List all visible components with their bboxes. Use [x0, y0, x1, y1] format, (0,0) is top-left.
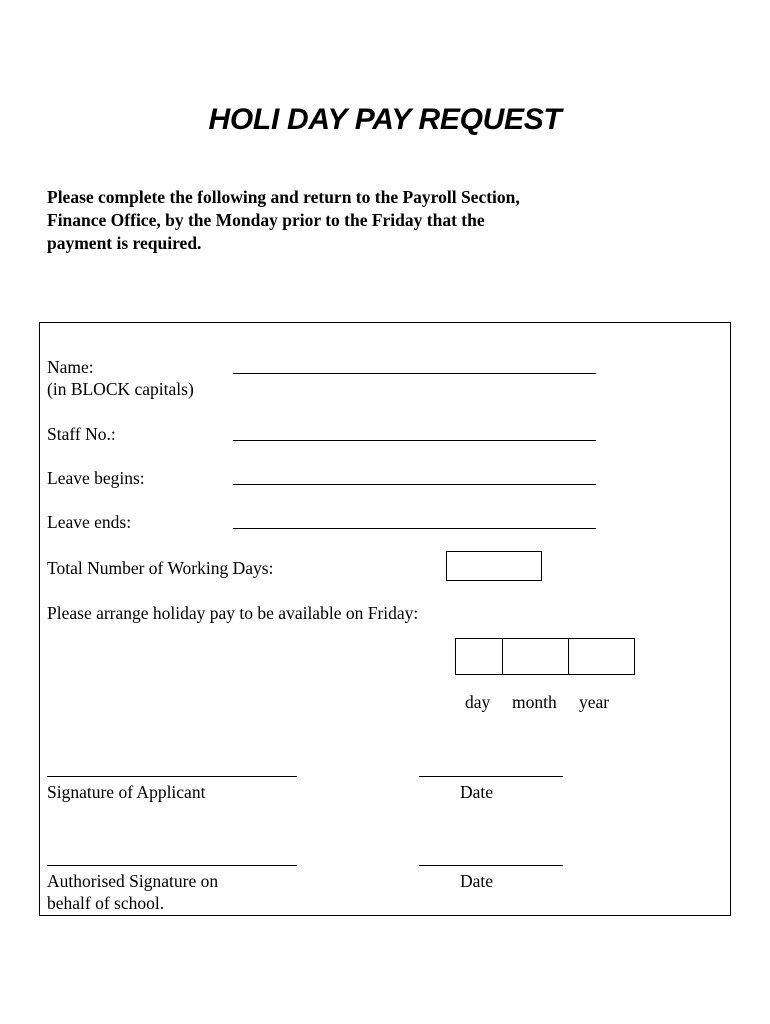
- leave-begins-label: Leave begins:: [47, 468, 145, 488]
- working-days-label: Total Number of Working Days:: [47, 558, 274, 578]
- day-box[interactable]: [455, 638, 503, 675]
- authorised-date-line[interactable]: [419, 865, 563, 866]
- page-title: HOLI DAY PAY REQUEST: [208, 103, 562, 136]
- year-label: year: [579, 692, 610, 712]
- staff-number-field[interactable]: [233, 440, 596, 441]
- year-box[interactable]: [568, 638, 635, 675]
- authorised-signature-label-line-2: behalf of school.: [47, 893, 165, 913]
- applicant-signature-label: Signature of Applicant: [47, 782, 206, 802]
- leave-ends-label: Leave ends:: [47, 512, 132, 532]
- staff-number-label: Staff No.:: [47, 424, 116, 444]
- instructions-line-2: Finance Office, by the Monday prior to the Friday that the: [47, 210, 485, 230]
- authorised-signature-line[interactable]: [47, 865, 297, 866]
- instructions-line-3: payment is required.: [47, 233, 202, 253]
- month-label: month: [512, 692, 557, 712]
- instructions: [47, 186, 667, 255]
- request-form: [39, 322, 731, 916]
- name-field[interactable]: [233, 373, 596, 374]
- authorised-signature-label-line-1: Authorised Signature on: [47, 871, 219, 891]
- applicant-date-line[interactable]: [419, 776, 563, 777]
- authorised-date-label: Date: [460, 871, 494, 891]
- leave-ends-field[interactable]: [233, 528, 596, 529]
- name-label: Name:: [47, 357, 94, 377]
- instructions-line-1: Please complete the following and return to the Payroll Section,: [47, 187, 520, 207]
- day-label: day: [465, 692, 491, 712]
- working-days-box[interactable]: [446, 551, 542, 581]
- month-box[interactable]: [502, 638, 569, 675]
- applicant-signature-line[interactable]: [47, 776, 297, 777]
- arrange-pay-label: Please arrange holiday pay to be available on Friday:: [47, 603, 419, 623]
- name-hint: (in BLOCK capitals): [47, 379, 194, 399]
- applicant-date-label: Date: [460, 782, 494, 802]
- leave-begins-field[interactable]: [233, 484, 596, 485]
